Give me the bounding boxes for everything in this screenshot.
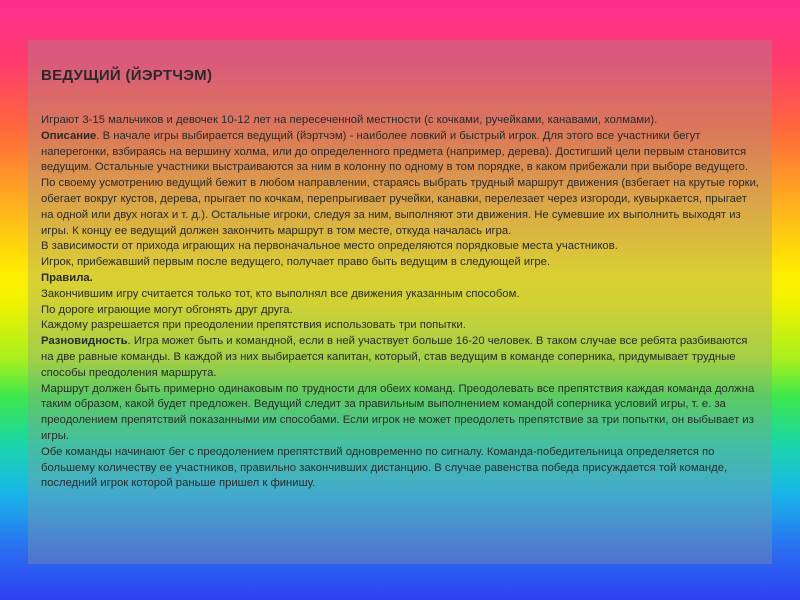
description-text: . В начале игры выбирается ведущий (йэртчэм) - наиболее ловкий и быстрый игрок. Для этого все участники бегут наперегонки, взбираясь на вершину холма, или до определенного предмета (например, дерева). Достигший цели первым становится ведущим. Остальные участники выстраиваются за ним в колонну по одному в том порядке, в каком прибежали при выборе ведущего. По своему усмотрению ведущий бежит в любом направлении, стараясь выбрать трудный маршрут движения (взбегает на крутые горки, обегает вокруг кустов, дерева, прыгает по кочкам, перепрыгивает ручейки, канавки, перелезает через изгороди, кувыркается, прыгает на одной или двух ногах и т. д.). Остальные игроки, следуя за ним, выполняют эти движения. Не сумевшие их выполнить выходят из игры. К концу ее ведущий должен закончить маршрут в том месте, откуда началась игра. [41,129,760,237]
variant-label: Разновидность [41,335,128,348]
description-paragraph [41,129,761,240]
rule-item: Каждому разрешается при преодолении препятствия использовать три попытки. [41,319,466,332]
intro-paragraph: Играют 3-15 мальчиков и девочек 10-12 лет на пересеченной местности (с кочками, ручейками, канавами, холмами). [41,114,658,126]
description-paragraph-2: В зависимости от прихода играющих на первоначальное место определяются порядковые места участников. [41,240,618,253]
variant-paragraph-3: Обе команды начинают бег с преодолением препятствий одновременно по сигналу. Команда-победительница определяется по большему количеству ее участников, правильно закончивших дистанцию. В случае равенства победа присуждается той команде, последний игрок которой раньше пришел к финишу. [41,445,728,490]
description-paragraph-3: Игрок, прибежавший первым после ведущего, получает право быть ведущим в следующей игре. [41,256,551,269]
article-body [41,113,761,492]
description-label: Описание [41,129,97,142]
page-title: ВЕДУЩИЙ (ЙЭРТЧЭМ) [41,67,213,84]
rule-item: По дороге играющие могут обгонять друг друга. [41,303,293,316]
variant-paragraph [41,334,761,381]
rules-heading: Правила. [41,271,93,284]
variant-paragraph-2: Маршрут должен быть примерно одинаковым по трудности для обеих команд. Преодолевать все препятствия каждая команда должна таким образом, какой будет предложен. Ведущий следит за правильным выполнением командой соперника условий игры, т. е. за преодолением препятствий показанными им способами. Если игрок не может преодолеть препятствие за три попытки, он выбывает из игры. [41,382,755,442]
variant-text: . Игра может быть и командной, если в ней участвует больше 16-20 человек. В таком случае все ребята разбиваются на две равные команды. В каждой из них выбирается капитан, который, став ведущим в команде соперника, придумывает трудные способы преодоления маршрута. [41,335,748,379]
rule-item: Закончившим игру считается только тот, кто выполнял все движения указанным способом. [41,287,520,300]
